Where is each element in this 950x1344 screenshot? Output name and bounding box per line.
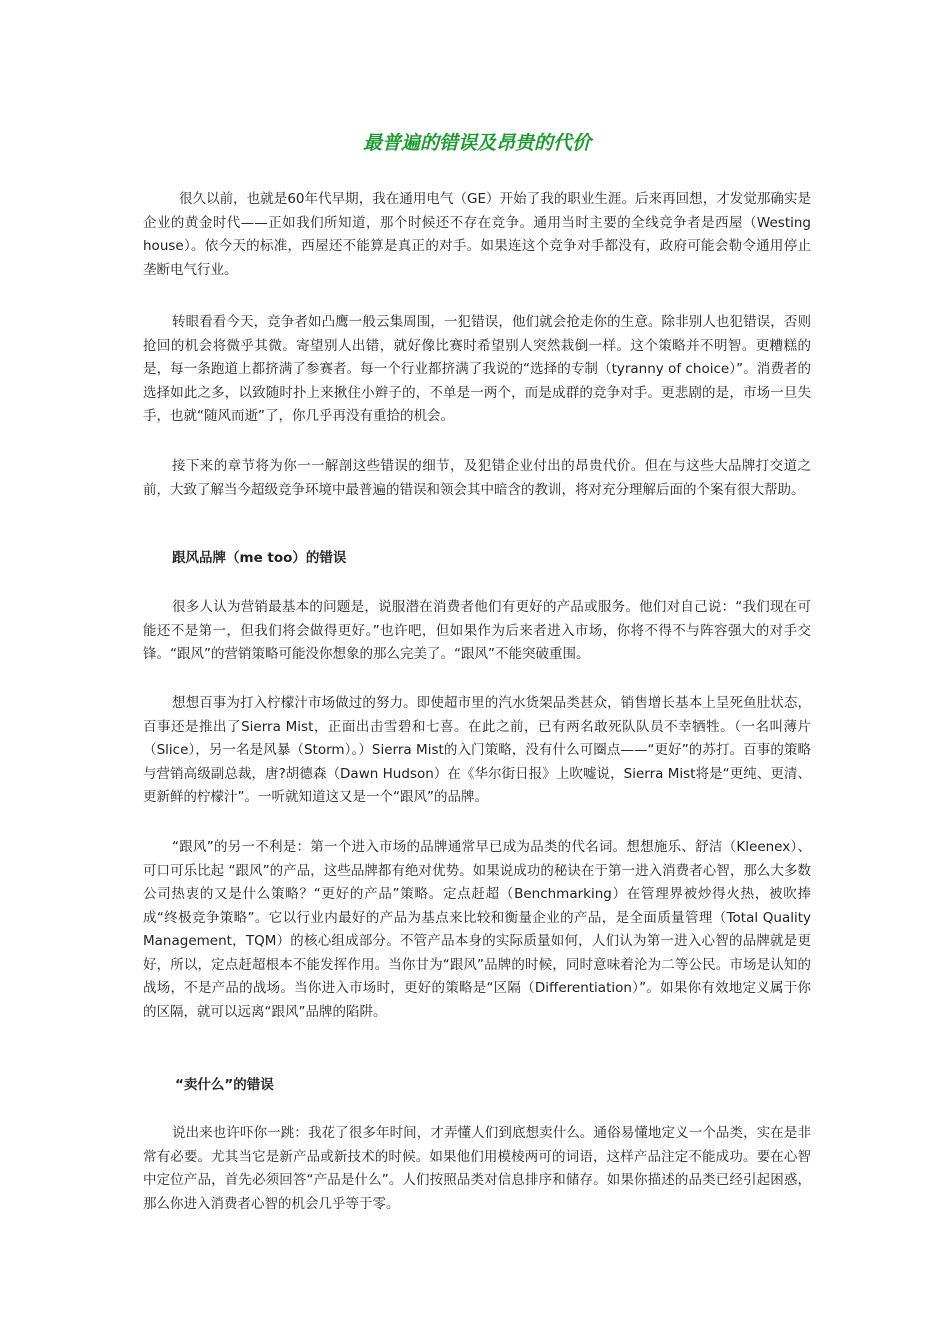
paragraph-intro-1: 很久以前，也就是60年代早期，我在通用电气（GE）开始了我的职业生涯。后来再回想，才发觉那确实是企业的黄金时代——正如我们所知道，那个时候还不存在竞争。通用当时主要的全线竞争者是西屋（Westing house）。依今天的标准，西屋还不能算是真正的对手。如果连这个竞争对手都没有，政府可能会勒令通用停止垄断电气行业。 — [143, 191, 811, 278]
section-heading-me-too: 跟风品牌（me too）的错误 — [172, 550, 347, 566]
document-page — [143, 0, 811, 1344]
paragraph-me-too-2: 想想百事为打入柠檬汁市场做过的努力。即使超市里的汽水货架品类甚众，销售增长基本上呈死鱼肚状态，百事还是推出了Sierra Mist，正面出击雪碧和七喜。在此之前，已有两名敢死队队员不幸牺牲。（一名叫薄片（Slice），另一名是风暴（Storm）。）Sierra Mist的入门策略，没有什么可圈点——“更好”的苏打。百事的策略与营销高级副总裁，唐?胡德森（Dawn Hudson）在《华尔街日报》上吹嘘说，Sierra Mist将是“更纯、更清、更新鲜的柠檬汁”。一听就知道这又是一个“跟风”的品牌。 — [143, 695, 811, 805]
paragraph-me-too-3: “跟风”的另一不利是：第一个进入市场的品牌通常早已成为品类的代名词。想想施乐、舒洁（Kleenex）、可口可乐比起 “跟风”的产品，这些品牌都有绝对优势。如果说成功的秘诀在于第一进入消费者心智，那么大多数公司热衷的又是什么策略？“更好的产品”策略。定点赶超（Benchmarking）在管理界被炒得火热，被吹捧成“终极竞争策略”。它以行业内最好的产品为基点来比较和衡量企业的产品，是全面质量管理（Total Quality Management，TQM）的核心组成部分。不管产品本身的实际质量如何，人们认为第一进入心智的品牌就是更好，所以，定点赶超根本不能发挥作用。当你甘为“跟风”品牌的时候，同时意味着沦为二等公民。市场是认知的战场，不是产品的战场。当你进入市场时，更好的策略是“区隔（Differentiation）”。如果你有效地定义属于你的区隔，就可以远离“跟风”品牌的陷阱。 — [143, 839, 811, 1020]
section-heading-what-to-sell: “卖什么”的错误 — [175, 1077, 274, 1093]
document-title: 最普遍的错误及昂贵的代价 — [362, 131, 591, 154]
paragraph-me-too-1: 很多人认为营销最基本的问题是，说服潜在消费者他们有更好的产品或服务。他们对自己说：“我们现在可能还不是第一，但我们将会做得更好。”也许吧，但如果作为后来者进入市场，你将不得不与阵容强大的对手交锋。“跟风”的营销策略可能没你想象的那么完美了。“跟风”不能突破重围。 — [143, 599, 811, 662]
paragraph-intro-3: 接下来的章节将为你一一解剖这些错误的细节，及犯错企业付出的昂贵代价。但在与这些大品牌打交道之前，大致了解当今超级竞争环境中最普遍的错误和领会其中暗含的教训，将对充分理解后面的个案有很大帮助。 — [143, 458, 811, 498]
paragraph-what-to-sell-1: 说出来也许吓你一跳：我花了很多年时间，才弄懂人们到底想卖什么。通俗易懂地定义一个品类，实在是非常有必要。尤其当它是新产品或新技术的时候。如果他们用模棱两可的词语，这样产品注定不能成功。要在心智中定位产品，首先必须回答“产品是什么”。人们按照品类对信息排序和储存。如果你描述的品类已经引起困惑，那么你进入消费者心智的机会几乎等于零。 — [143, 1125, 811, 1212]
paragraph-intro-2: 转眼看看今天，竞争者如凸鹰一般云集周围，一犯错误，他们就会抢走你的生意。除非别人也犯错误，否则抢回的机会将微乎其微。寄望别人出错，就好像比赛时希望别人突然栽倒一样。这个策略并不明智。更糟糕的是，每一条跑道上都挤满了参赛者。每一个行业都挤满了我说的“选择的专制（tyranny of choice）”。消费者的选择如此之多，以致随时扑上来揪住小辫子的，不单是一两个，而是成群的竞争对手。更悲剧的是，市场一旦失手，也就“随风而逝”了，你几乎再没有重拾的机会。 — [143, 314, 811, 424]
